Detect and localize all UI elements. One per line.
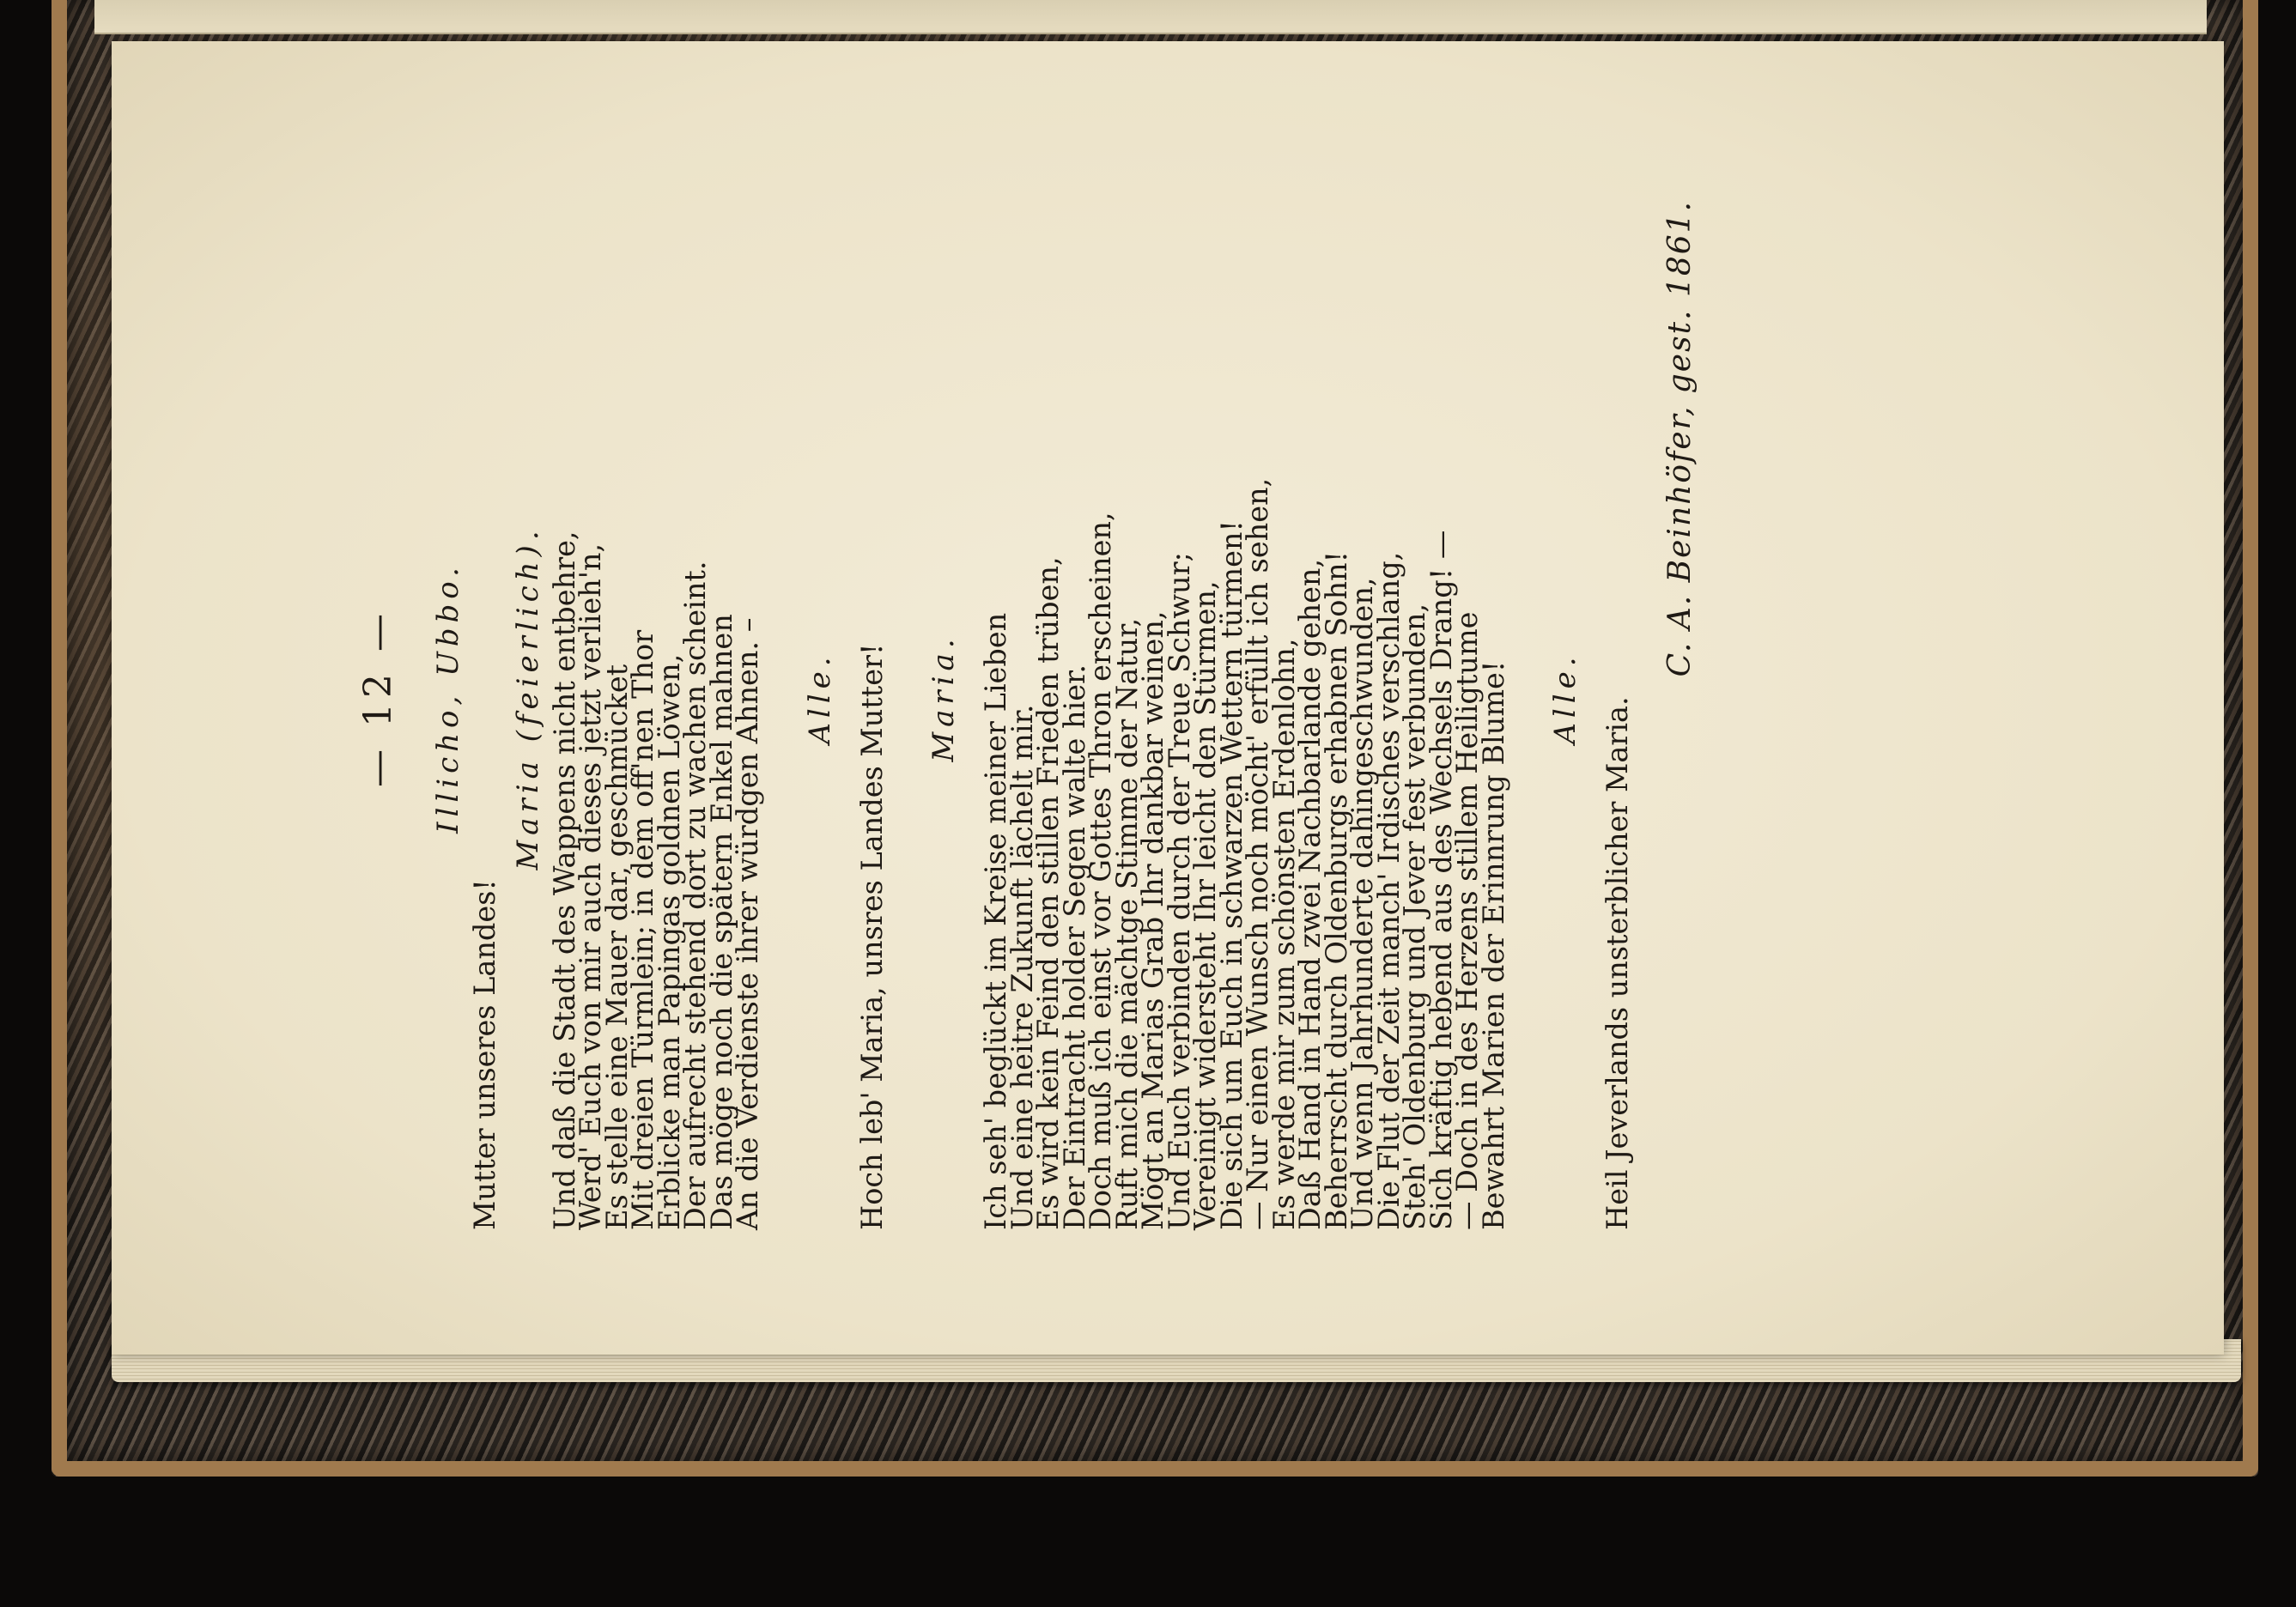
verse-line: Bewahrt Marien der Erinnrung Blume! — [1476, 660, 1510, 1230]
book-page — [112, 41, 2224, 1355]
verse-line: Heil Jeverlands unsterblicher Maria. — [1601, 696, 1634, 1230]
verse-line: Es stelle eine Mauer dar, geschmücket — [599, 664, 634, 1230]
author-signature: C. A. Beinhöfer, gest. 1861. — [1661, 200, 1698, 677]
speaker-maria-feierlich: Maria (feierlich). — [510, 525, 545, 870]
verse-line: Es werde mir zum schönsten Erdenlohn, — [1266, 638, 1301, 1230]
verse-line: Mögt an Marias Grab Ihr dankbar weinen, — [1136, 610, 1169, 1230]
verse-line: Mit dreien Türmlein; in dem off'nen Thor — [626, 629, 659, 1230]
verse-line: Die Flut der Zeit manch' Irdisches verschlang, — [1371, 551, 1406, 1230]
speaker-maria: Maria. — [926, 634, 961, 762]
verse-line: Sich kräftig hebend aus des Wechsels Drang! — — [1424, 530, 1458, 1230]
verse-line: An die Verdienste ihrer würdgen Ahnen. – — [731, 617, 764, 1230]
verse-line: Es wird kein Feind den stillen Frieden trüben, — [1031, 556, 1065, 1230]
verse-line: Der aufrecht stehend dort zu wachen scheint. — [678, 561, 712, 1230]
verse-line: Werd' Euch von mir auch dieses jetzt verlieh'n, — [574, 543, 607, 1230]
verse-line: Beherrscht durch Oldenburgs erhabnen Sohn! — [1319, 550, 1353, 1230]
verse-line: Und daß die Stadt des Wappens nicht entbehre, — [547, 531, 581, 1230]
verse-line: — Doch in des Herzens stillem Heiligtume — [1450, 611, 1484, 1230]
verse-line: Vereinigt widersteht Ihr leicht den Stürmen, — [1188, 580, 1222, 1230]
speaker-alle-final: Alle. — [1548, 652, 1582, 744]
verse-line: Und eine heitre Zukunft lächelt mir. — [1005, 704, 1039, 1230]
verse-line: Ruft mich die mächtge Stimme der Natur, — [1109, 617, 1144, 1230]
page-number: — 12 — — [356, 609, 400, 787]
verse-line: Doch muß ich einst vor Gottes Thron erscheinen, — [1084, 512, 1117, 1230]
verse-line: Daß Hand in Hand zwei Nachbarlande gehen, — [1293, 558, 1327, 1230]
verse-line: — Nur einen Wunsch noch möcht' erfüllt ich sehen, — [1241, 477, 1274, 1230]
verse-line: Und Euch verbinden durch der Treue Schwur; — [1162, 552, 1196, 1230]
verse-line: Steh' Oldenburg und Jever fest verbunden, — [1398, 603, 1431, 1230]
speaker-alle: Alle. — [802, 652, 837, 744]
speaker-illicho-ubbo: Illicho, Ubbo. — [431, 562, 465, 834]
page-text — [206, 97, 2129, 1299]
verse-line: Das möge noch die spätern Enkel mahnen — [704, 614, 738, 1230]
verse-line: Der Eintracht holder Segen walte hier. — [1057, 664, 1091, 1230]
verse-line: Und wenn Jahrhunderte dahingeschwunden, — [1345, 577, 1379, 1230]
verse-line: Erblicke man Papingas goldnen Löwen, — [652, 653, 686, 1230]
verse-line: Mutter unseres Landes! — [468, 879, 501, 1230]
facing-page-edge — [94, 0, 2207, 34]
verse-line: Hoch leb' Maria, unsres Landes Mutter! — [854, 643, 889, 1230]
verse-line: Ich seh' beglückt im Kreise meiner Lieben — [979, 612, 1012, 1230]
verse-line: Die sich um Euch in schwarzen Wettern türmen! — [1214, 520, 1248, 1230]
